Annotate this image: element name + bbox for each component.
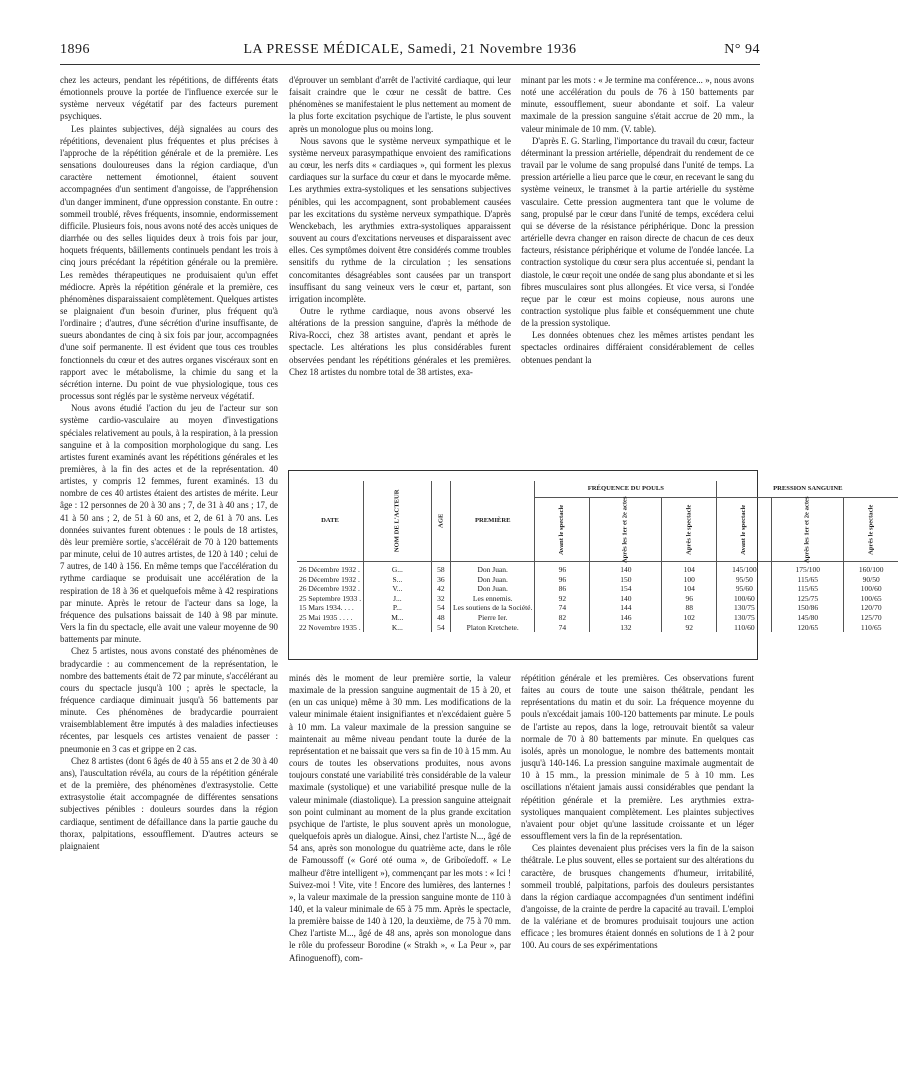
table-cell-s3: 100/65 <box>860 593 882 603</box>
paragraph: D'après E. G. Starling, l'importance du travail du cœur, facteur déterminant la pression artérielle, dépendrait du rendement de ce travail par le volume de sang propulsé dans l'unité de temps. La pression artérielle a lieu parce que le cœur, en recevant le sang du système veineux, le transmet à la partie artérielle du système vasculaire. Cette pression augmentera tant que le volume de sang, propulsé par le cœur dans l'unité de temps, excédera celui qui se déverse de la résistance périphérique. Donc la pression artérielle devra changer en raison directe de chacun de ces deux facteurs, résistance périphérique et volume de l'ondée lancée. La contraction systolique du cœur sera plus accentuée si, pendant la diastole, le cœur reçoit une ondée de sang plus abondante et si les fibres musculaires sont plus allongées. Et vice versa, si l'ondée reçue par le cœur est moins copieuse, nous aurons une contraction systolique plus faible et conséquemment une chute de la pression systolique. <box>521 135 754 329</box>
table-cell-date: 26 Décembre 1932 . <box>297 562 364 575</box>
page-year: 1896 <box>60 42 90 57</box>
table-cell-p3: 100 <box>662 575 717 585</box>
paragraph: Nous savons que le système nerveux sympathique et le système nerveux parasympathique envoient des ramifications au cœur, les nerfs dits « cardiaques », qui forment les plexus cardiaques sur la surface du cœur et dans le myocarde même. Les arythmies extra-systoliques et les sensations subjectives pénibles, qui les accompagnent, sont probablement causées par les excitations du système nerveux sympathique. D'après Wenckebach, les arythmies extra-systoliques apparaissent souvent au cours d'excitations nerveuses et disparaissent avec elles. Ces symptômes doivent être considérés comme troubles sensitifs du rythme de la circulation ; les sensations concomitantes désagréables sont causées par un transport insuffisant du sang veineux vers le cœur et, partant, son irrigation incomplète. <box>289 135 511 304</box>
table-cell-s1: 145/100 <box>717 562 772 575</box>
table-cell-date: 25 Septembre 1933 . <box>297 594 364 604</box>
table-cell-p3: 102 <box>662 613 717 623</box>
table-body <box>297 562 898 633</box>
table-cell-p2: 146 <box>590 613 662 623</box>
table-cell-age: 48 <box>431 613 450 623</box>
table-cell-actor: S... <box>364 575 432 585</box>
table-cell-s3: 125/70 <box>860 612 882 622</box>
table-cell-p3: 104 <box>662 584 717 594</box>
table-cell-p1: 92 <box>535 594 590 604</box>
page-header <box>60 42 760 64</box>
table-cell-s2: 150/86 <box>772 603 844 613</box>
paragraph: répétition générale et les premières. Ces observations furent faites au cours de toute une saison théâtrale, pendant les représentations du matin et du soir. La fréquence moyenne du pouls n'excédait jamais 100-120 battements par minute. Le pouls de l'artiste au repos, dans la loge, retrouvait bientôt sa valeur normale de 70 à 80 battements par minute. En quelques cas isolés, après un monologue, le nombre des battements montait jusqu'à 140-146. La pression sanguine maximale augmentait de 10 à 15 mm., la pression minimale de 5 à 10 mm. Les oscillations n'étaient jamais aussi considérables que pendant la répétition générale et la première. Les arythmies extra-systoliques manquaient complètement. Les plaintes subjectives n'avaient pour objet qu'une lassitude croissante et un léger essoufflement vers la fin de la représentation. <box>521 673 754 842</box>
table-cell-premiere: Don Juan. <box>451 584 535 594</box>
paragraph: Les plaintes subjectives, déjà signalées au cours des répétitions, devenaient plus fréquentes et plus précises à l'approche de la répétition générale et de la première. Les sensations douloureuses dans la région cardiaque, d'un caractère nettement émotionnel, étaient souvent accompagnées d'un sentiment d'angoisse, de l'appréhension d'un danger imminent, d'une oppression constante. En outre : sommeil troublé, rêves fréquents, insomnie, endormissement difficile. Plusieurs fois, nous avons noté des accès uniques de diarrhée ou des selles liquides deux à trois fois par jour, hoquets fréquents, bâillements continuels pendant les trois à cinq jours précédant la répétition générale ou la première. Les remèdes thérapeutiques ne produisaient qu'un effet médiocre. Après la répétition générale et la première, ces phénomènes disparaissaient complètement. Quelques artistes se plaignaient d'un besoin d'uriner, plus fréquent qu'à l'ordinaire ; d'autres, d'une sécrétion d'urine insuffisante, de sueurs abondantes de cinq à six fois par jour, accompagnées d'une soif permanente. Il est évident que tous ces troubles fonctionnels du cœur et des autres organes viscéraux sont en rapport avec le métabolisme, la chimie du sang et la sécrétion interne. Du point de vue physiologique, tous ces processus sont réglés par le système nerveux végétatif. <box>60 123 278 402</box>
data-table <box>297 481 898 632</box>
table-cell-actor: G... <box>364 562 432 575</box>
table-row <box>297 623 898 633</box>
table-cell-s2: 120/65 <box>772 623 844 633</box>
table-cell-p3: 104 <box>662 562 717 575</box>
table-row <box>297 613 898 623</box>
column-3-top <box>521 74 754 454</box>
paragraph: Chez 8 artistes (dont 6 âgés de 40 à 55 ans et 2 de 30 à 40 ans), l'auscultation révéla, au cours de la répétition générale et de la première, des phénomènes d'extrasystolie. Cette extrasystolie était accompagnée de différentes sensations subjectives pénibles : douleurs sourdes dans la région cardiaque, sentiment de défaillance dans la partie gauche du thorax, palpitations, essoufflement. D'autres acteurs se plaignaient <box>60 755 278 851</box>
th-pulse-acts: Après les 1er et 2e actes <box>590 497 662 561</box>
data-table-frame <box>288 470 884 660</box>
paragraph: Ces plaintes devenaient plus précises vers la fin de la saison théâtrale. Le plus souvent, elles se portaient sur des altérations du caractère, de brusques changements d'humeur, irritabilité, sommeil troublé, palpitations, parfois des douleurs persistantes dans la région cardiaque accompagnées d'un sentiment indéfini d'angoisse, de la crainte de perdre la capacité au travail. L'emploi de la valériane et de bromures produisait toujours une action efficace ; les bromures étaient donnés en solutions de 1 à 2 pour 100. Au cours de ses expérimentations <box>521 843 754 951</box>
table-cell-p1: 86 <box>535 584 590 594</box>
paragraph: minés dès le moment de leur première sortie, la valeur maximale de la pression sanguine augmentait de 15 à 20, et (en un cas unique) même à 30 mm. Les modifications de la valeur minimale étaient insignifiantes et n'excédaient guère 5 à 10 mm. La valeur maximale de la pression sanguine se maintenait au même niveau pendant toute la durée de la représentation et ne baissait que vers sa fin de 10 à 15 mm. Au cours de toutes les observations produites, nous avons toujours constaté une variabilité très considérable de la valeur maximale (systolique) et une variabilité presque nulle de la valeur minimale (diastolique). La pression sanguine atteignait son point culminant au moment de la plus grande excitation psychique de l'artiste, le plus souvent après un monologue, quelquefois après un dialogue. Ainsi, chez l'artiste N..., âgé de 54 ans, après son monologue du quatrième acte, dans le rôle de Famoussoff (« Goré oté ouma », de Griboïedoff. « Le malheur d'être intelligent »), commençant par les mots : « Ici ! Suivez-moi ! Vite, vite ! Encore des lumières, des lanternes ! », la valeur maximale de la pression sanguine monte de 110 à 140, et la valeur minimale de 65 à 75 mm. Après le spectacle, la première baisse de 140 à 120, la deuxième, de 75 à 70 mm. Chez l'artiste M..., âgé de 48 ans, après son monologue dans le rôle du professeur Borodine (« Strakh », « La Peur », par Afinoguenoff), com- <box>289 673 511 963</box>
th-pressure-after: Après le spectacle <box>844 497 898 561</box>
table-cell-date: 15 Mars 1934. . . . <box>297 603 364 613</box>
table-cell-s3: 120/70 <box>860 603 882 613</box>
table-cell-s3: 100/60 <box>860 584 882 594</box>
paragraph: Nous avons étudié l'action du jeu de l'acteur sur son système cardio-vasculaire au moyen d'investigations spéciales relativement au pouls, à la respiration, à la pression sanguine et à la composition morphologique du sang. Les artistes furent examinés avant les répétitions générales et les premières, à la fin des actes et de la représentation. 40 artistes, y compris 12 femmes, furent examinés. 13 du nombre de ces 40 artistes étaient des artistes de mérite. Leur âge : 12 personnes de 20 à 30 ans ; 7, de 31 à 40 ans ; 17, de 41 à 50 ans ; 2, de 51 à 60 ans, et 2, de 61 à 70 ans. Les données suivantes furent obtenues : le pouls de 18 artistes, dès leur première sortie, s'accélérait de 70 à 120 battements par minute, celui de 10 autres artistes, de 120 à 140 ; celui de 7 autres, de 140 à 156. En même temps que l'accélération du rythme cardiaque se produisait une accélération de la respiration de 18 à 36 et quelquefois même à 42 respirations par minute. Après le retour de l'acteur dans sa loge, la fréquence des pulsations baissait de 140 à 98 par minute. Vers la fin du spectacle, elle avait une valeur moyenne de 90 battements par minute. <box>60 403 278 645</box>
table-cell-premiere: Les soutiens de la Société. <box>451 603 535 613</box>
paragraph: minant par les mots : « Je termine ma conférence... », nous avons noté une accélération du pouls de 76 à 150 battements par minute, essoufflement, sueur abondante et soif. La valeur maximale de la pression sanguine s'était accrue de 20 mm., la valeur minimale de 10 mm. (V. table). <box>521 75 754 134</box>
table-row <box>297 562 898 575</box>
table-cell-p2: 140 <box>590 562 662 575</box>
table-cell-actor: J... <box>364 594 432 604</box>
table-cell-age: 36 <box>431 575 450 585</box>
paragraph: Les données obtenues chez les mêmes artistes pendant les spectacles ordinaires différaient considérablement de celles obtenues pendant la <box>521 330 754 365</box>
table-cell-actor: K... <box>364 623 432 633</box>
table-cell-p3: 96 <box>662 594 717 604</box>
table-cell-date: 25 Mai 1935 . . . . <box>297 613 364 623</box>
table-cell-age: 54 <box>431 623 450 633</box>
th-pressure-group: PRESSION SANGUINE <box>717 481 898 497</box>
column-1 <box>60 74 278 1074</box>
table-cell-age: 42 <box>431 584 450 594</box>
table-cell-age: 54 <box>431 603 450 613</box>
table-row <box>297 584 898 594</box>
th-pressure-before: Avant le spectacle <box>717 497 772 561</box>
table-cell-p2: 154 <box>590 584 662 594</box>
table-cell-age: 32 <box>431 594 450 604</box>
table-cell-s3: 160/100 <box>858 565 884 574</box>
table-cell-age: 58 <box>431 562 450 575</box>
column-2-bottom <box>289 672 511 1072</box>
column-3-bottom <box>521 672 754 1072</box>
table-cell-p2: 140 <box>590 594 662 604</box>
table-cell-s1: 110/60 <box>717 623 772 633</box>
table-cell-actor: P... <box>364 603 432 613</box>
th-pulse-before: Avant le spectacle <box>535 497 590 561</box>
table-cell-actor: V... <box>364 584 432 594</box>
table-row <box>297 603 898 613</box>
th-date: DATE <box>297 481 364 562</box>
table-cell-s1: 130/75 <box>717 613 772 623</box>
th-premiere: PREMIÈRE <box>451 481 535 562</box>
table-cell-p1: 74 <box>535 603 590 613</box>
table-cell-s2: 115/65 <box>772 575 844 585</box>
header-rule <box>60 64 760 65</box>
paragraph: Outre le rythme cardiaque, nous avons observé les altérations de la pression sanguine, d'après la méthode de Riva-Rocci, chez 38 artistes avant, pendant et après le spectacle. Les altérations les plus considérables furent observées pendant les répétitions générales et les premières. Chez 18 artistes du nombre total de 38 artistes, exa- <box>289 305 511 377</box>
table-cell-p2: 144 <box>590 603 662 613</box>
table-cell-s2: 145/80 <box>772 613 844 623</box>
table-cell-s1: 130/75 <box>717 603 772 613</box>
table-cell-premiere: Don Juan. <box>451 562 535 575</box>
table-cell-premiere: Don Juan. <box>451 575 535 585</box>
table-cell-p1: 96 <box>535 562 590 575</box>
table-cell-date: 26 Décembre 1932 . <box>297 575 364 585</box>
th-age: AGE <box>431 481 450 562</box>
table-row <box>297 594 898 604</box>
table-cell-s2: 115/65 <box>772 584 844 594</box>
table-cell-p2: 132 <box>590 623 662 633</box>
table-cell-s1: 95/60 <box>717 584 772 594</box>
table-cell-s1: 95/50 <box>717 575 772 585</box>
table-cell-premiere: Les ennemis. <box>451 594 535 604</box>
table-cell-s3: 110/65 <box>860 622 882 632</box>
table-cell-premiere: Platon Kretchete. <box>451 623 535 633</box>
column-2-top <box>289 74 511 454</box>
table-cell-actor: M... <box>364 613 432 623</box>
table-cell-date: 22 Novembre 1935 . <box>297 623 364 633</box>
paragraph: Chez 5 artistes, nous avons constaté des phénomènes de bradycardie : au commencement de la représentation, le nombre des battements était de 72 par minute, s'accélérant au cours du spectacle jusqu'à 100 ; après le spectacle, la fréquence cardiaque diminuait jusqu'à 56 battements par minute. Ces phénomènes de bradycardie pourraient vraisemblablement être imputés à des maladies infectieuses récentes, par lesquels ces artistes venaient de passer : pneumonie en 3 cas et grippe en 2 cas. <box>60 646 278 754</box>
paragraph: d'éprouver un semblant d'arrêt de l'activité cardiaque, qui leur faisait craindre que le cœur ne cessât de battre. Ces phénomènes se manifestaient le plus nettement au moment de la plus forte excitation psychique de l'artiste, le plus souvent après un monologue plus ou moins long. <box>289 75 511 134</box>
issue-number: N° 94 <box>724 42 760 57</box>
table-cell-p1: 96 <box>535 575 590 585</box>
table-cell-p3: 92 <box>662 623 717 633</box>
table-cell-s2: 175/100 <box>772 562 844 575</box>
th-pulse-after: Après le spectacle <box>662 497 717 561</box>
th-actor: NOM DE L'ACTEUR <box>364 481 432 562</box>
table-cell-s2: 125/75 <box>772 594 844 604</box>
table-cell-date: 26 Décembre 1932 . <box>297 584 364 594</box>
table-cell-premiere: Pierre Ier. <box>451 613 535 623</box>
table-cell-p1: 74 <box>535 623 590 633</box>
table-row <box>297 575 898 585</box>
table-cell-p2: 150 <box>590 575 662 585</box>
table-cell-p1: 82 <box>535 613 590 623</box>
table-cell-p3: 88 <box>662 603 717 613</box>
journal-title: LA PRESSE MÉDICALE, Samedi, 21 Novembre 1936 <box>243 42 577 57</box>
table-cell-s1: 100/60 <box>717 594 772 604</box>
th-pressure-acts: Après les 1er et 2e actes <box>772 497 844 561</box>
paragraph: chez les acteurs, pendant les répétitions, de différents états émotionnels prouve la portée de l'influence exercée sur le système nerveux végétatif par des facteurs purement psychiques. <box>60 75 278 122</box>
table-cell-s3: 90/50 <box>862 574 880 584</box>
th-pulse-group: FRÉQUENCE DU POULS <box>535 481 717 497</box>
